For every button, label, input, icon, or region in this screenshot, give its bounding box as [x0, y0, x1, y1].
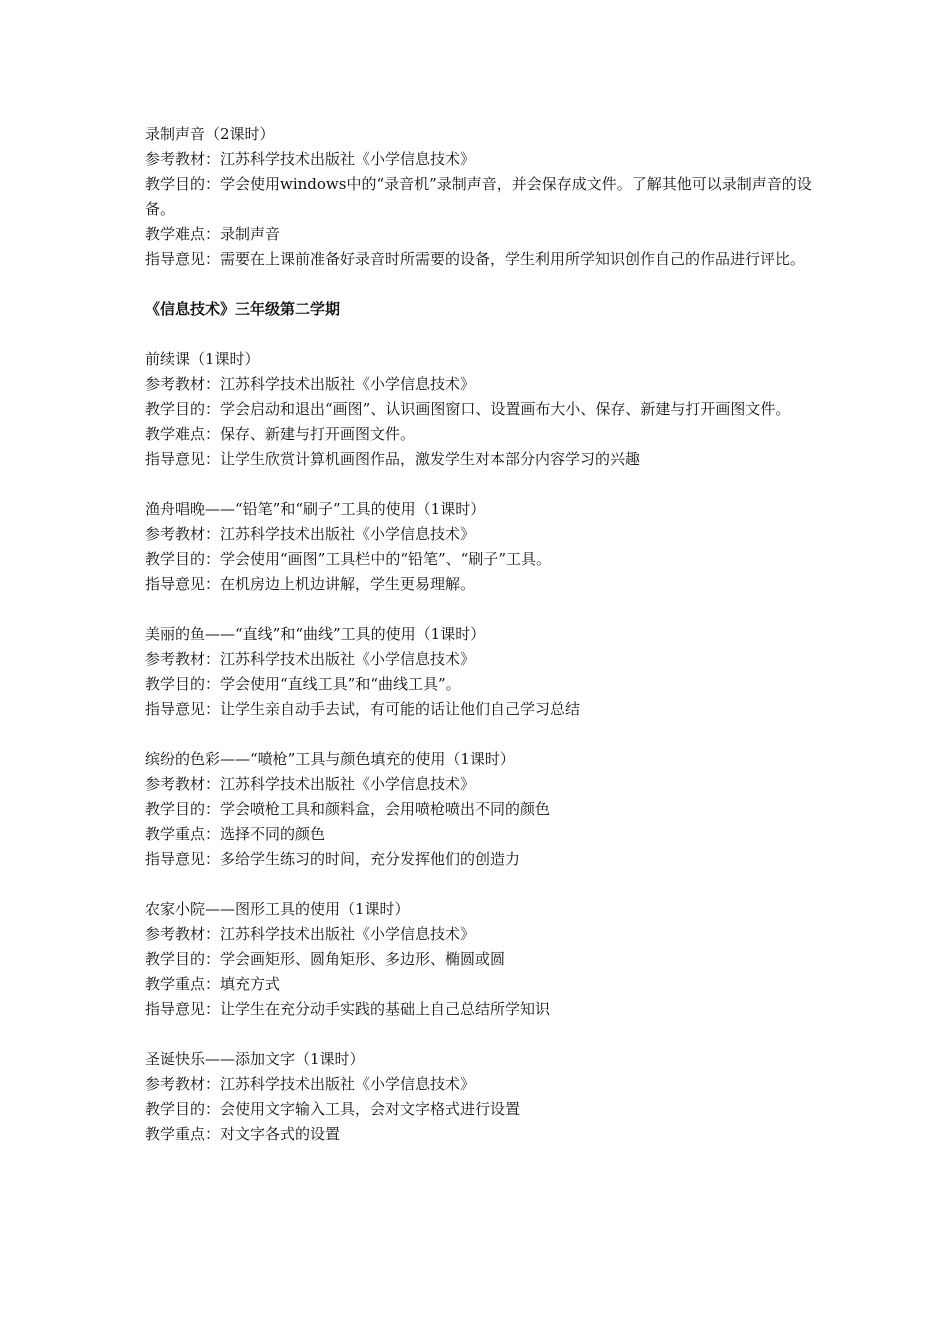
- spacer: [145, 597, 815, 622]
- lesson-detail-line: 参考教材：江苏科学技术出版社《小学信息技术》: [145, 375, 476, 393]
- lesson-detail-line: 指导意见：在机房边上机边讲解，学生更易理解。: [145, 575, 476, 593]
- spacer: [145, 472, 815, 497]
- spacer: [145, 272, 815, 297]
- lesson-detail-line: 教学目的：会使用文字输入工具，会对文字格式进行设置: [145, 1100, 521, 1118]
- lesson-group-grade3-term1: [145, 122, 815, 272]
- lesson-detail-line: 教学目的：学会启动和退出“画图”、认识画图窗口、设置画布大小、保存、新建与打开画图文件。: [145, 400, 791, 418]
- lesson-detail-line: 教学目的：学会使用“直线工具”和“曲线工具”。: [145, 675, 461, 693]
- lesson-detail-line: 参考教材：江苏科学技术出版社《小学信息技术》: [145, 525, 476, 543]
- lesson-title: 美丽的鱼——“直线”和“曲线”工具的使用（1课时）: [145, 625, 486, 643]
- lesson-block: [145, 347, 815, 472]
- lesson-detail-line: 参考教材：江苏科学技术出版社《小学信息技术》: [145, 925, 476, 943]
- lesson-title: 圣诞快乐——添加文字（1课时）: [145, 1050, 365, 1068]
- lesson-title: 缤纷的色彩——“喷枪”工具与颜色填充的使用（1课时）: [145, 750, 515, 768]
- lesson-detail-line: 指导意见：让学生亲自动手去试，有可能的话让他们自己学习总结: [145, 700, 581, 718]
- lesson-detail-line: 教学重点：选择不同的颜色: [145, 825, 326, 843]
- lesson-detail-line: 教学难点：录制声音: [145, 225, 281, 243]
- lesson-detail-line: 指导意见：多给学生练习的时间，充分发挥他们的创造力: [145, 850, 521, 868]
- lesson-block: [145, 622, 815, 722]
- spacer: [145, 322, 815, 347]
- lesson-group-grade3-term2: [145, 347, 815, 1147]
- lesson-detail-line: 教学重点：填充方式: [145, 975, 281, 993]
- lesson-block: [145, 497, 815, 597]
- spacer: [145, 872, 815, 897]
- lesson-detail-line: 指导意见：让学生在充分动手实践的基础上自己总结所学知识: [145, 1000, 551, 1018]
- lesson-detail-line: 教学重点：对文字各式的设置: [145, 1125, 341, 1143]
- lesson-detail-line: 参考教材：江苏科学技术出版社《小学信息技术》: [145, 150, 476, 168]
- lesson-detail-line: 参考教材：江苏科学技术出版社《小学信息技术》: [145, 775, 476, 793]
- lesson-block: [145, 1047, 815, 1147]
- lesson-detail-line: 指导意见：让学生欣赏计算机画图作品，激发学生对本部分内容学习的兴趣: [145, 450, 641, 468]
- lesson-block: [145, 122, 815, 272]
- document-page: [145, 122, 815, 1147]
- lesson-title: 前续课（1课时）: [145, 350, 260, 368]
- lesson-detail-line: 参考教材：江苏科学技术出版社《小学信息技术》: [145, 650, 476, 668]
- lesson-title: 渔舟唱晚——“铅笔”和“刷子”工具的使用（1课时）: [145, 500, 486, 518]
- spacer: [145, 1022, 815, 1047]
- spacer: [145, 722, 815, 747]
- lesson-detail-line: 教学目的：学会使用“画图”工具栏中的“铅笔”、“刷子”工具。: [145, 550, 552, 568]
- lesson-title: 农家小院——图形工具的使用（1课时）: [145, 900, 410, 918]
- lesson-block: [145, 747, 815, 872]
- lesson-detail-line: 教学目的：学会画矩形、圆角矩形、多边形、椭圆或圆: [145, 950, 506, 968]
- lesson-block: [145, 897, 815, 1022]
- lesson-title: 录制声音（2课时）: [145, 125, 275, 143]
- lesson-detail-line: 参考教材：江苏科学技术出版社《小学信息技术》: [145, 1075, 476, 1093]
- lesson-detail-line: 教学目的：学会使用windows中的“录音机”录制声音，并会保存成文件。了解其他可以录制声音的设备。: [145, 175, 812, 218]
- lesson-detail-line: 指导意见：需要在上课前准备好录音时所需要的设备，学生利用所学知识创作自己的作品进行评比。: [145, 250, 806, 268]
- lesson-detail-line: 教学难点：保存、新建与打开画图文件。: [145, 425, 416, 443]
- section-heading: 《信息技术》三年级第二学期: [145, 300, 341, 318]
- lesson-detail-line: 教学目的：学会喷枪工具和颜料盒，会用喷枪喷出不同的颜色: [145, 800, 551, 818]
